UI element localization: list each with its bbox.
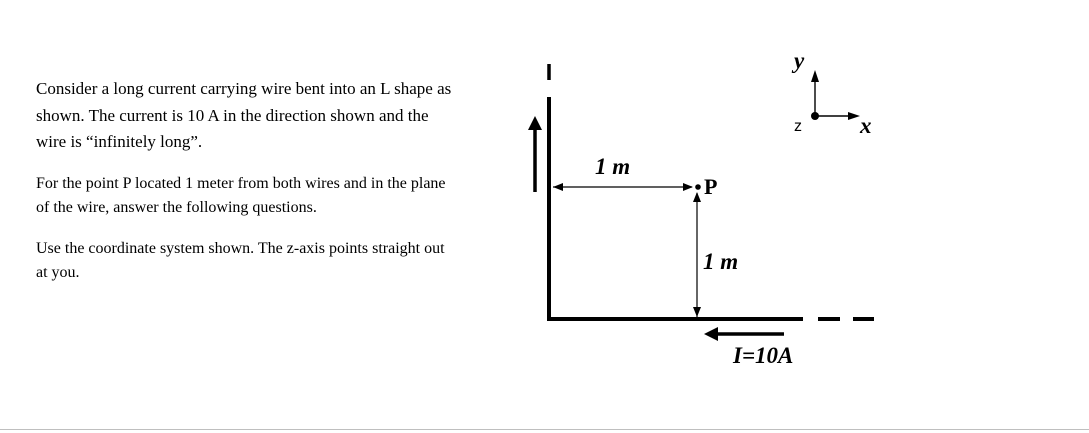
horizontal-distance-label: 1 m xyxy=(595,154,631,179)
axis-x-label: x xyxy=(860,113,872,138)
problem-paragraph-1: Consider a long current carrying wire bent into an L shape as shown. The current is 10 A in the direction shown and the wire is “infinitely long”. xyxy=(36,79,452,151)
horizontal-distance-arrow xyxy=(553,183,693,191)
problem-paragraph-2: For the point P located 1 meter from both wires and in the plane of the wire, answer the following questions. xyxy=(36,174,446,216)
current-label: I=10A xyxy=(733,343,794,368)
current-arrow-left-icon xyxy=(704,327,784,341)
problem-paragraph-3: Use the coordinate system shown. The z-axis points straight out at you. xyxy=(36,239,445,281)
point-p-marker xyxy=(695,184,701,190)
axis-z-label: z xyxy=(794,118,802,135)
vertical-distance-label: 1 m xyxy=(703,249,739,274)
point-p-label: P xyxy=(704,174,718,199)
axis-y-label: y xyxy=(794,48,805,73)
bottom-divider xyxy=(0,429,1089,430)
vertical-distance-arrow xyxy=(693,192,701,317)
current-arrow-up-icon xyxy=(528,116,542,192)
axes-icon xyxy=(811,70,860,120)
